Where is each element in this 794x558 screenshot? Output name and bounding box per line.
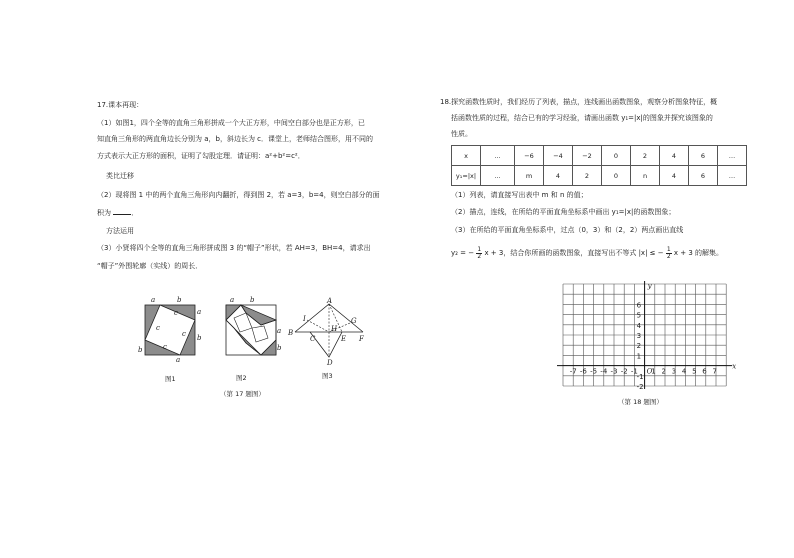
table-row-x (452, 146, 747, 166)
y-tick-label: 4 (636, 321, 642, 330)
figure-2-label: 图2 (236, 374, 247, 382)
x-tick-label: -7 (569, 367, 577, 376)
value-table (451, 145, 747, 186)
q17-title: 17.课本再现： (97, 101, 144, 109)
table-cell: 0 (602, 146, 631, 166)
q17-part3-line2: “帽子”外围轮廓（实线）的周长． (97, 262, 203, 270)
fig1-label-b-right: b (197, 334, 202, 342)
x-tick-label: 6 (702, 367, 707, 376)
origin-label: O (646, 367, 653, 376)
table-cell: … (481, 146, 515, 166)
fig2-label-a: a (230, 296, 235, 304)
x-tick-label: 1 (651, 367, 656, 376)
q17-part2-line2-text: 积为 (97, 209, 111, 217)
table-cell: 6 (689, 146, 718, 166)
y-tick-label: -2 (636, 383, 644, 391)
fig1-label-c-top: c (174, 309, 178, 317)
fig1-label-b-left: b (138, 346, 143, 354)
x-tick-label: -4 (600, 367, 608, 376)
table-cell: x (452, 146, 481, 166)
figure-1-diagram (138, 296, 202, 364)
q17-part2-line2 (97, 208, 138, 218)
q18-line3: 性质。 (451, 130, 472, 138)
x-tick-label: -3 (610, 367, 618, 376)
table-cell: 0 (602, 166, 631, 186)
table-cell: −4 (544, 146, 573, 166)
table-cell: y₁=|x| (452, 166, 481, 186)
q18-figure-caption: （第 18 题图） (618, 398, 663, 406)
fig1-label-c-left: c (156, 324, 160, 332)
answer-blank (113, 208, 131, 215)
q18-inequality-text: x + 3，结合你所画的函数图象，直接写出不等式 |x| ≤ − (484, 249, 664, 257)
figure-3-diagram (288, 298, 368, 366)
q17-part3-line1: （3）小贤将四个全等的直角三角形拼成图 3 的“帽子”形状，若 AH=3，BH=4，请求出 (97, 244, 371, 252)
q18-sub3-line1: （3）在所给的平面直角坐标系中，过点（0，3）和（2，2）两点画出直线 (451, 226, 684, 234)
y-tick-label: 2 (636, 342, 642, 351)
q17-heading-analogy: 类比迁移 (106, 172, 134, 180)
x-tick-label: -2 (620, 367, 628, 376)
table-cell: 2 (631, 146, 660, 166)
fig3-label-C: C (310, 335, 316, 343)
fig3-label-E: E (341, 335, 347, 343)
x-tick-label: -1 (630, 367, 638, 376)
fraction-one-half: $\frac{1}{2}$ (477, 245, 482, 260)
x-tick-label: -6 (579, 367, 587, 376)
table-cell: 6 (689, 166, 718, 186)
x-tick-label: 2 (661, 367, 666, 376)
q17-part1-line2: 知直角三角形的两直角边长分别为 a，b，斜边长为 c．课堂上，老师结合图形，用不同的 (97, 135, 374, 143)
table-cell: … (481, 166, 515, 186)
figure-2-diagram (220, 298, 282, 362)
fig3-label-D: D (327, 359, 333, 367)
q18-line1: 18.探究函数性质时，我们经历了列表，描点，连线画出函数图象，观察分析图象特征，概 (440, 98, 718, 106)
table-cell: 4 (660, 146, 689, 166)
fig2-label-b-right: b (277, 344, 282, 352)
q18-sub2: （2）描点，连线，在所给的平面直角坐标系中画出 y₁=|x|的函数图象； (451, 208, 676, 216)
table-cell: 4 (660, 166, 689, 186)
y-tick-label: -1 (636, 372, 644, 381)
table-cell: n (631, 166, 660, 186)
fig3-label-B: B (288, 329, 294, 337)
x-tick-label: 3 (671, 367, 677, 376)
q18-sub1: （1）列表，请直接写出表中 m 和 n 的值； (451, 191, 588, 199)
q17-part2-line1: （2）现将图 1 中的两个直角三角形向内翻折，得到图 2，若 a=3，b=4，则空白部分的面 (97, 191, 380, 199)
x-axis-label: x (732, 362, 737, 371)
y-tick-label: 3 (636, 332, 642, 340)
y-axis-label: y (647, 282, 652, 290)
q17-part2-period: ． (131, 209, 139, 217)
q18-sub3-line2 (451, 246, 723, 260)
figure-3-label: 图3 (322, 372, 333, 380)
table-cell: 2 (573, 166, 602, 186)
fig2-label-a-right: a (277, 327, 282, 335)
x-tick-label: 7 (712, 367, 717, 376)
figure-1-label: 图1 (165, 375, 176, 383)
table-cell: … (718, 146, 747, 166)
q17-part1-line1: （1）如图1，四个全等的直角三角形拼成一个大正方形，中间空白部分也是正方形，已 (97, 119, 365, 127)
fig1-label-a-right: a (197, 308, 202, 316)
q18-line-eq: y₂ = − (451, 249, 475, 257)
x-tick-label: -5 (590, 367, 598, 376)
fig3-label-F: F (359, 335, 364, 343)
table-cell: m (515, 166, 544, 186)
fig3-label-G: G (351, 317, 357, 325)
q17-figure-caption: （第 17 题图） (220, 390, 265, 398)
x-tick-label: 4 (681, 367, 687, 376)
fig3-label-I: I (303, 315, 306, 323)
coordinate-grid (555, 281, 737, 391)
q17-part1-line3: 方式表示大正方形的面积，证明了勾股定理．请证明：a²+b²=c²． (97, 152, 305, 160)
fig1-label-a: a (151, 296, 156, 304)
q18-line2: 括函数性质的过程，结合已有的学习经验，请画出函数 y₁=|x|的图象并探究该图象的 (451, 114, 713, 122)
table-cell: −6 (515, 146, 544, 166)
y-tick-label: 6 (636, 301, 642, 310)
fig1-label-b: b (177, 296, 182, 304)
table-cell: 4 (544, 166, 573, 186)
fig3-label-A: A (327, 297, 333, 305)
table-cell: −2 (573, 146, 602, 166)
fig1-label-c-bottom: c (163, 343, 167, 351)
q17-heading-method: 方法运用 (106, 227, 134, 235)
fraction-one-half-2: $\frac{1}{2}$ (666, 245, 671, 260)
y-tick-label: 1 (636, 352, 642, 361)
fig2-label-b: b (250, 296, 255, 304)
x-tick-label: 5 (692, 367, 697, 376)
fig3-label-H: H (331, 325, 338, 333)
fig1-label-a-bottom: a (176, 356, 181, 364)
fig1-label-c-right: c (182, 330, 186, 338)
q18-inequality-end: x + 3 的解集。 (673, 249, 724, 257)
y-tick-label: 5 (636, 311, 642, 320)
table-row-y (452, 166, 747, 186)
table-cell: … (718, 166, 747, 186)
